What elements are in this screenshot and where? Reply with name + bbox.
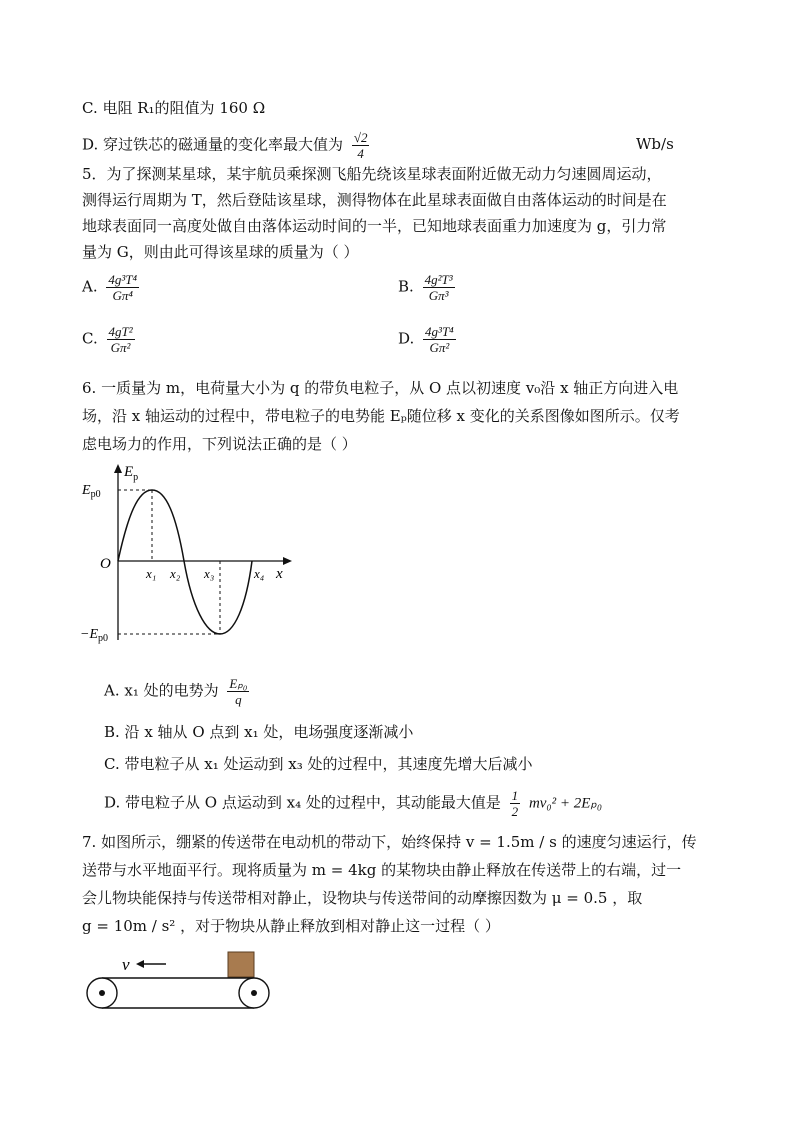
option-label: A. (82, 277, 98, 296)
x-axis-arrow-icon (283, 557, 292, 565)
q4-option-c: C. 电阻 R₁的阻值为 160 Ω (82, 99, 266, 117)
q7-stem-line-3: 会儿物块能保持与传送带相对静止，设物块与传送带间的动摩擦因数为 μ = 0.5 ，取 (82, 889, 643, 907)
option-fraction (106, 272, 139, 303)
q5-stem-line-4: 量为 G，则由此可得该星球的质量为（ ） (82, 243, 359, 261)
q6-option-d-fraction (510, 788, 521, 819)
fraction-numerator: 4g³T⁴ (108, 272, 138, 287)
origin-label: O (100, 556, 111, 572)
right-pulley-axle (251, 990, 257, 996)
fraction-denominator: 4 (357, 146, 364, 161)
q4-option-d (82, 130, 373, 161)
q6-stem-line-2: 场，沿 x 轴运动的过程中，带电粒子的电势能 Eₚ随位移 x 变化的关系图像如图所示。仅考 (82, 407, 680, 425)
y-tick-top: $E_{p0}$ (82, 483, 101, 500)
fraction-numerator: √2 (353, 130, 368, 145)
q6-stem-line-3: 虑电场力的作用，下列说法正确的是（ ） (82, 435, 357, 453)
x-tick-x4: x₄ (254, 566, 265, 581)
q7-conveyor-belt-figure (86, 950, 286, 1014)
x-axis-label: x (276, 566, 283, 582)
fraction-numerator: 4g²T³ (424, 272, 453, 287)
q6-option-d (104, 788, 602, 819)
velocity-arrow-head-icon (136, 960, 144, 968)
option-label: D. (398, 329, 415, 348)
q6-option-b: B. 沿 x 轴从 O 点到 x₁ 处，电场强度逐渐减小 (104, 723, 414, 741)
fraction-numerator: 4gT² (108, 324, 133, 339)
option-fraction (423, 272, 455, 303)
y-tick-bottom: $-E_{p0}$ (80, 627, 108, 644)
q5-option-c (82, 324, 139, 355)
option-fraction (423, 324, 456, 355)
q7-stem-line-2: 送带与水平地面平行。现将质量为 m = 4kg 的某物块由静止释放在传送带上的右端，过一 (82, 861, 682, 879)
q6-option-a (104, 676, 253, 707)
fraction-numerator: 4g³T⁴ (425, 324, 454, 339)
x-tick-x1: x₁ (146, 566, 157, 581)
left-pulley-axle (99, 990, 105, 996)
q7-stem-line-4: g = 10m / s² ，对于物块从静止释放到相对静止这一过程（ ） (82, 917, 500, 935)
x-tick-x2: x₂ (170, 566, 181, 581)
x-tick-x3: x₃ (204, 566, 215, 581)
q4-option-d-unit: Wb/s (636, 135, 674, 153)
fraction-numerator: Eₚ₀ (229, 676, 248, 691)
fraction-denominator: Gπ³ (428, 288, 449, 303)
fraction-denominator: Gπ² (110, 340, 131, 355)
option-label: B. (398, 277, 414, 296)
q6-potential-energy-graph (80, 460, 310, 650)
q5-option-d (398, 324, 460, 355)
fraction-denominator: Gπ⁴ (112, 288, 133, 303)
q6-option-a-fraction (227, 676, 249, 707)
q5-stem-line-2: 测得运行周期为 T，然后登陆该星球，测得物体在此星球表面做自由落体运动的时间是在 (82, 191, 667, 209)
q4-option-d-fraction (352, 130, 370, 161)
q5-option-b (398, 272, 459, 303)
block (228, 952, 254, 977)
q5-stem-line-1: 5．为了探测某星球，某宇航员乘探测飞船先绕该星球表面附近做无动力匀速圆周运动， (82, 165, 662, 183)
q5-option-a (82, 272, 143, 303)
fraction-denominator: q (235, 692, 242, 707)
option-fraction (107, 324, 135, 355)
y-axis-label: $E_p$ (124, 464, 139, 483)
q4-option-d-text: D. 穿过铁芯的磁通量的变化率最大值为 (82, 135, 344, 154)
q6-option-d-formula: mv₀² + 2Eₚ₀ (528, 795, 603, 812)
q6-option-d-text: D. 带电粒子从 O 点运动到 x₄ 处的过程中，其动能最大值是 (104, 793, 501, 812)
fraction-numerator: 1 (511, 788, 519, 803)
q5-stem-line-3: 地球表面同一高度处做自由落体运动时间的一半，已知地球表面重力加速度为 g，引力常 (82, 217, 667, 235)
fraction-denominator: 2 (511, 804, 519, 819)
y-axis-arrow-icon (114, 464, 122, 473)
fraction-denominator: Gπ² (429, 340, 450, 355)
option-label: C. (82, 329, 98, 348)
q7-stem-line-1: 7. 如图所示，绷紧的传送带在电动机的带动下，始终保持 v = 1.5m / s 的速度匀速运行，传 (82, 833, 697, 851)
q6-option-c: C. 带电粒子从 x₁ 处运动到 x₃ 处的过程中，其速度先增大后减小 (104, 755, 533, 773)
q6-stem-line-1: 6. 一质量为 m，电荷量大小为 q 的带负电粒子，从 O 点以初速度 v₀沿 x 轴正方向进入电 (82, 379, 679, 397)
q6-option-a-text: A. x₁ 处的电势为 (104, 681, 219, 700)
velocity-label: v (122, 955, 130, 974)
potential-energy-curve (118, 490, 252, 634)
